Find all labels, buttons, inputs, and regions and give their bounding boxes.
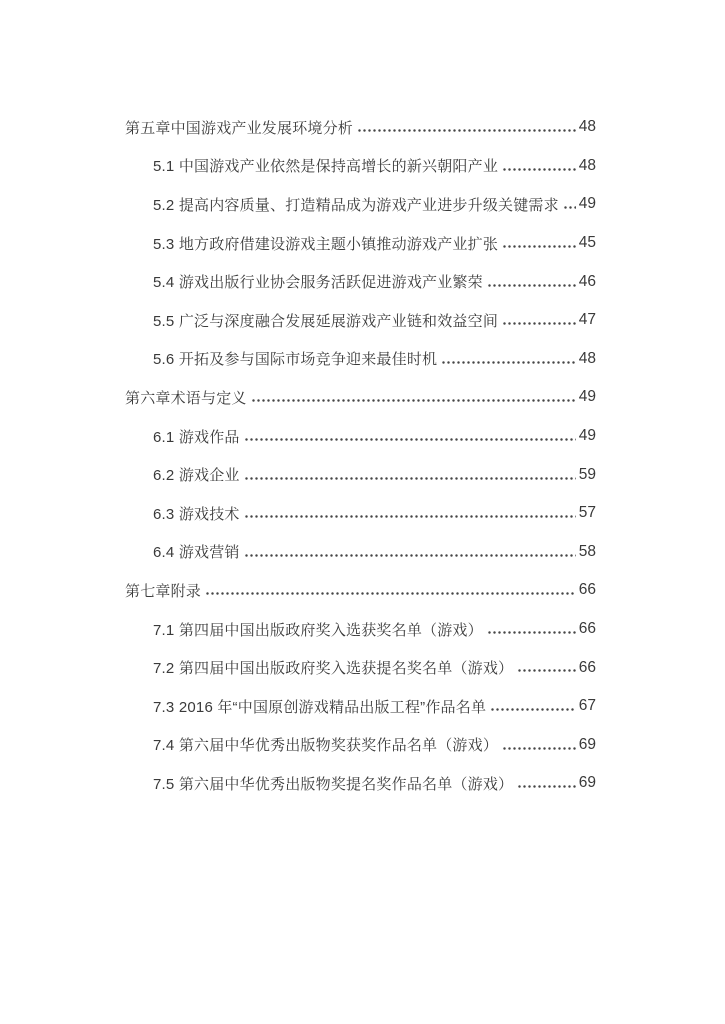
toc-entry[interactable] [125,610,596,649]
toc-entry-title: 7.3 2016 年“中国原创游戏精品出版工程”作品名单 [153,698,487,716]
toc-leader-dots [517,660,576,676]
toc-entry[interactable] [125,108,596,147]
toc-entry-title: 5.4 游戏出版行业协会服务活跃促进游戏产业繁荣 [153,274,483,292]
toc-entry-title: 7.2 第四届中国出版政府奖入选获提名奖名单（游戏） [153,660,514,678]
toc-entry-page: 47 [578,311,596,329]
toc-leader-dots [244,428,576,444]
toc-entry-page: 49 [578,388,596,406]
toc-entry[interactable] [125,533,596,572]
toc-entry-page: 45 [578,234,596,252]
toc-leader-dots [487,274,576,290]
toc-entry-title: 5.1 中国游戏产业依然是保持高增长的新兴朝阳产业 [153,158,499,176]
toc-leader-dots [244,467,576,483]
toc-entry-page: 46 [578,272,596,290]
toc-entry-title: 6.1 游戏作品 [153,428,240,446]
toc-entry-title: 7.1 第四届中国出版政府奖入选获奖名单（游戏） [153,621,483,639]
toc-entry[interactable] [125,340,596,379]
toc-entry-page: 49 [578,427,596,445]
toc-entry[interactable] [125,726,596,765]
toc-leader-dots [502,158,576,174]
toc-entry[interactable] [125,224,596,263]
toc-entry-title: 7.5 第六届中华优秀出版物奖提名奖作品名单（游戏） [153,775,514,793]
toc-entry-title: 6.3 游戏技术 [153,505,240,523]
toc-entry[interactable] [125,648,596,687]
toc-leader-dots [563,197,576,213]
toc-entry-page: 48 [578,118,596,136]
toc-leader-dots [517,776,576,792]
toc-entry-title: 5.2 提高内容质量、打造精品成为游戏产业进步升级关键需求 [153,196,559,214]
toc-leader-dots [251,390,576,406]
toc-list [125,108,596,803]
toc-entry[interactable] [125,378,596,417]
toc-entry-title: 5.3 地方政府借建设游戏主题小镇推动游戏产业扩张 [153,235,499,253]
toc-leader-dots [357,119,576,135]
toc-leader-dots [490,698,576,714]
toc-leader-dots [502,235,576,251]
toc-entry[interactable] [125,455,596,494]
toc-entry[interactable] [125,571,596,610]
toc-entry-title: 第七章附录 [125,582,202,600]
toc-entry[interactable] [125,764,596,803]
toc-entry[interactable] [125,262,596,301]
toc-entry-page: 48 [578,156,596,174]
toc-leader-dots [502,312,576,328]
toc-entry[interactable] [125,147,596,186]
toc-entry-title: 6.4 游戏营销 [153,544,240,562]
toc-leader-dots [487,621,576,637]
toc-leader-dots [244,505,576,521]
toc-entry[interactable] [125,301,596,340]
toc-entry-title: 5.5 广泛与深度融合发展延展游戏产业链和效益空间 [153,312,499,330]
toc-entry-page: 66 [578,581,596,599]
toc-entry-page: 67 [578,697,596,715]
toc-entry[interactable] [125,417,596,456]
toc-entry-title: 第五章中国游戏产业发展环境分析 [125,119,354,137]
toc-entry[interactable] [125,494,596,533]
toc-entry-page: 66 [578,620,596,638]
toc-entry-page: 49 [578,195,596,213]
toc-entry-title: 5.6 开拓及参与国际市场竞争迎来最佳时机 [153,351,438,369]
toc-leader-dots [441,351,576,367]
toc-entry[interactable] [125,687,596,726]
toc-entry-page: 48 [578,349,596,367]
toc-entry-page: 69 [578,735,596,753]
toc-entry[interactable] [125,185,596,224]
toc-entry-page: 66 [578,658,596,676]
toc-entry-title: 第六章术语与定义 [125,389,247,407]
toc-leader-dots [205,583,576,599]
toc-entry-title: 6.2 游戏企业 [153,467,240,485]
toc-entry-page: 57 [578,504,596,522]
toc-entry-page: 58 [578,542,596,560]
toc-leader-dots [244,544,576,560]
toc-entry-title: 7.4 第六届中华优秀出版物奖获奖作品名单（游戏） [153,737,499,755]
toc-leader-dots [502,737,576,753]
toc-entry-page: 59 [578,465,596,483]
toc-entry-page: 69 [578,774,596,792]
